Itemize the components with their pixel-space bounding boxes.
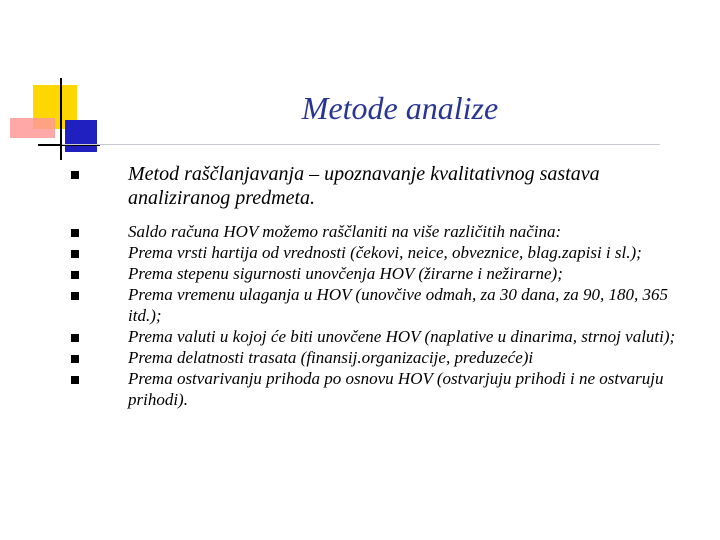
list-item <box>40 347 690 368</box>
square-bullet-icon <box>71 229 79 237</box>
list-item-text: Prema stepenu sigurnosti unovčenja HOV (žirarne i nežirarne); <box>128 264 563 283</box>
list-item-text: Prema vrsti hartija od vrednosti (čekovi, neice, obveznice, blag.zapisi i sl.); <box>128 243 642 262</box>
list-item <box>40 263 690 284</box>
main-bullet-term: Metod raščlanjavanja <box>128 163 305 185</box>
logo-blue-square <box>65 120 97 152</box>
list-item-text: Prema delatnosti trasata (finansij.organizacije, preduzeće)i <box>128 348 534 367</box>
square-bullet-icon <box>71 250 79 258</box>
header-divider <box>62 144 660 145</box>
square-bullet-icon <box>71 334 79 342</box>
list-item <box>40 368 690 410</box>
list-item-text: Prema ostvarivanju prihoda po osnovu HOV (ostvarjuju prihodi i ne ostvaruju prihodi). <box>128 369 664 409</box>
main-bullet-item <box>40 162 690 210</box>
logo-vertical-line <box>60 78 62 160</box>
square-bullet-icon <box>71 355 79 363</box>
logo-red-bar <box>10 118 55 138</box>
list-item <box>40 221 690 242</box>
square-bullet-icon <box>71 271 79 279</box>
bullet-list <box>40 162 690 410</box>
square-bullet-icon <box>71 292 79 300</box>
list-item <box>40 326 690 347</box>
list-item-text: Prema vremenu ulaganja u HOV (unovčive odmah, za 30 dana, za 90, 180, 365 itd.); <box>128 285 668 325</box>
square-bullet-icon <box>71 376 79 384</box>
list-item <box>40 284 690 326</box>
slide-title: Metode analize <box>301 90 499 126</box>
list-item-text: Prema valuti u kojoj će biti unovčene HOV (naplative u dinarima, strnoj valuti); <box>128 327 676 346</box>
list-item-text: Saldo računa HOV možemo raščlaniti na više različitih načina: <box>128 222 562 241</box>
square-bullet-icon <box>71 171 79 179</box>
main-bullet-text: – upoznavanje kvalitativnog sastava analiziranog predmeta. <box>128 163 600 209</box>
list-item <box>40 242 690 263</box>
